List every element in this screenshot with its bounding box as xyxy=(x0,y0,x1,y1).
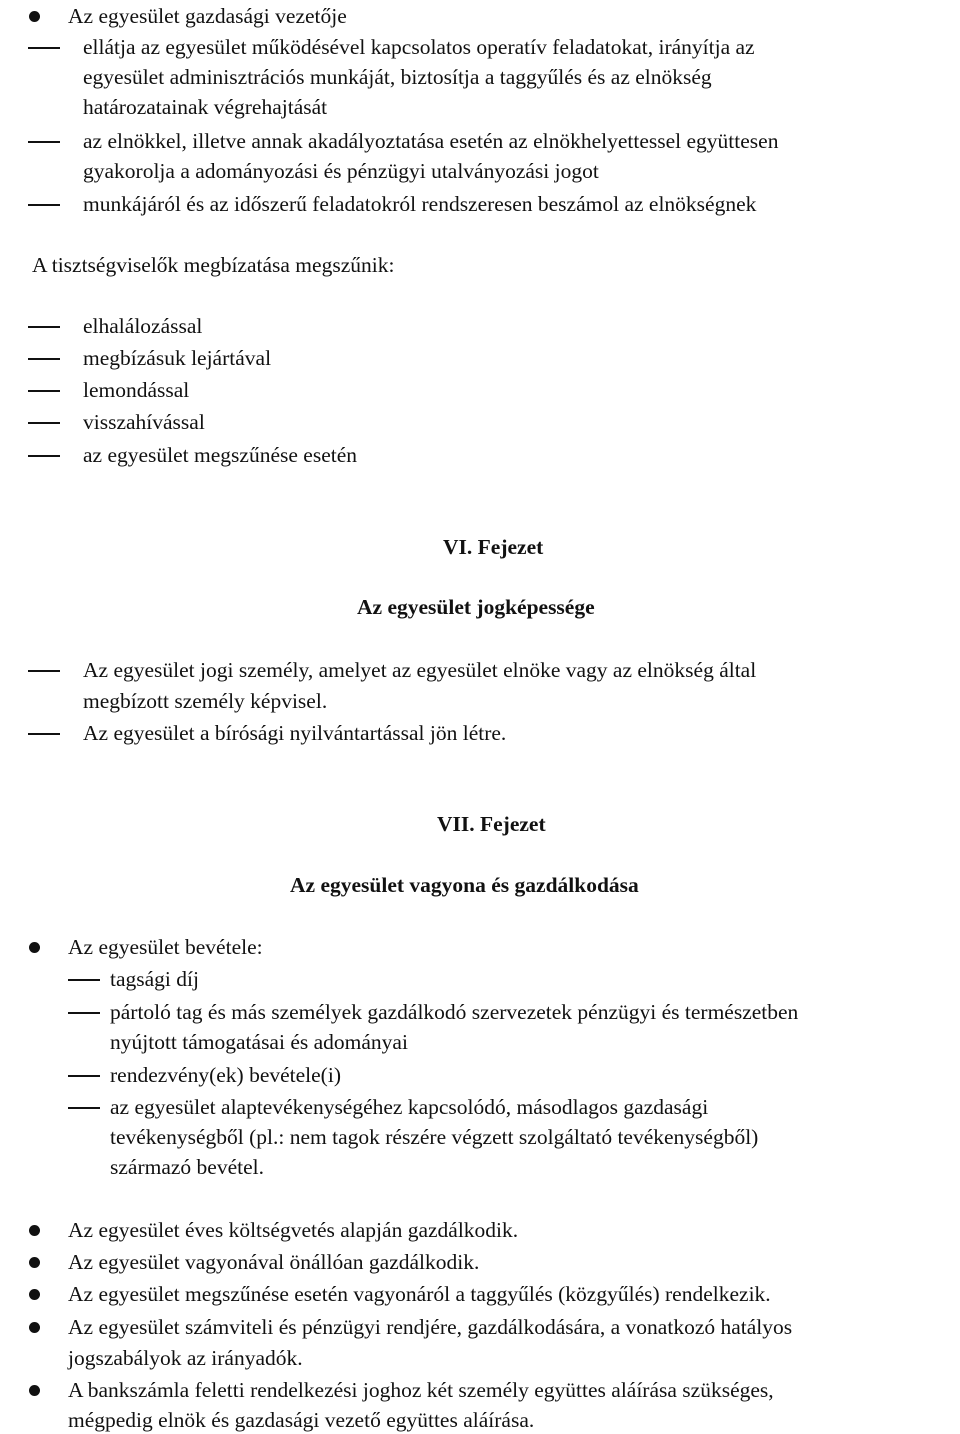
list-item-line: ellátja az egyesület működésével kapcsolatos operatív feladatokat, irányítja az xyxy=(83,35,755,59)
bullet-item-line: mégpedig elnök és gazdasági vezető együttes aláírása. xyxy=(68,1408,535,1432)
list-item-line: az egyesület alaptevékenységéhez kapcsolódó, másodlagos gazdasági xyxy=(110,1095,709,1119)
list-item-line: gyakorolja a adományozási és pénzügyi utalványozási jogot xyxy=(83,159,599,183)
list-item-line: tagsági díj xyxy=(110,967,199,991)
bullet-item-line: Az egyesület éves költségvetés alapján gazdálkodik. xyxy=(68,1218,519,1242)
dash-icon xyxy=(68,979,100,981)
list-item: megbízásuk lejártával xyxy=(83,346,272,370)
bevetel-heading: Az egyesület bevétele: xyxy=(68,935,263,959)
list-item-line: nyújtott támogatásai és adományai xyxy=(110,1030,408,1054)
bullet-item-line: Az egyesület megszűnése esetén vagyonáról a taggyűlés (közgyűlés) rendelkezik. xyxy=(68,1282,771,1306)
dash-icon xyxy=(28,733,60,735)
bullet-icon xyxy=(29,1257,40,1268)
bullet-item-line: Az egyesület vagyonával önállóan gazdálkodik. xyxy=(68,1250,480,1274)
chapter-number: VII. Fejezet xyxy=(437,812,546,836)
list-item-line: egyesület adminisztrációs munkáját, biztosítja a taggyűlés és az elnökség xyxy=(83,65,712,89)
bullet-item-line: jogszabályok az irányadók. xyxy=(68,1346,303,1370)
dash-icon xyxy=(28,670,60,672)
bullet-item-line: A bankszámla feletti rendelkezési joghoz két személy együttes aláírása szükséges, xyxy=(68,1378,774,1402)
list-item-line: megbízott személy képvisel. xyxy=(83,689,328,713)
dash-icon xyxy=(28,141,60,143)
list-item-line: pártoló tag és más személyek gazdálkodó szervezetek pénzügyi és természetben xyxy=(110,1000,799,1024)
list-item-line: határozatainak végrehajtását xyxy=(83,95,328,119)
bullet-icon xyxy=(29,1225,40,1236)
list-item: lemondással xyxy=(83,378,190,402)
list-item: az egyesület megszűnése esetén xyxy=(83,443,357,467)
chapter-number: VI. Fejezet xyxy=(443,535,544,559)
bullet-icon xyxy=(29,1322,40,1333)
dash-icon xyxy=(68,1107,100,1109)
list-item-line: Az egyesület jogi személy, amelyet az egyesület elnöke vagy az elnökség által xyxy=(83,658,757,682)
list-item: elhalálozással xyxy=(83,314,203,338)
list-item-line: Az egyesület a bírósági nyilvántartással jön létre. xyxy=(83,721,507,745)
dash-icon xyxy=(68,1075,100,1077)
dash-icon xyxy=(28,358,60,360)
list-item: visszahívással xyxy=(83,410,205,434)
dash-icon xyxy=(28,455,60,457)
list-item-line: rendezvény(ek) bevétele(i) xyxy=(110,1063,341,1087)
section-heading-gazdasagi-vezeto: Az egyesület gazdasági vezetője xyxy=(68,4,347,28)
list-item-line: munkájáról és az időszerű feladatokról rendszeresen beszámol az elnökségnek xyxy=(83,192,757,216)
megbizatas-intro: A tisztségviselők megbízatása megszűnik: xyxy=(32,253,395,277)
bullet-icon xyxy=(29,11,40,22)
chapter-title: Az egyesület jogképessége xyxy=(357,595,595,619)
chapter-title: Az egyesület vagyona és gazdálkodása xyxy=(290,873,639,897)
dash-icon xyxy=(28,422,60,424)
bullet-item-line: Az egyesület számviteli és pénzügyi rendjére, gazdálkodására, a vonatkozó hatályos xyxy=(68,1315,793,1339)
bullet-icon xyxy=(29,942,40,953)
bullet-icon xyxy=(29,1385,40,1396)
dash-icon xyxy=(28,326,60,328)
dash-icon xyxy=(28,204,60,206)
list-item-line: az elnökkel, illetve annak akadályoztatása esetén az elnökhelyettessel együttesen xyxy=(83,129,779,153)
dash-icon xyxy=(68,1012,100,1014)
dash-icon xyxy=(28,390,60,392)
list-item-line: tevékenységből (pl.: nem tagok részére végzett szolgáltató tevékenységből) xyxy=(110,1125,759,1149)
list-item-line: származó bevétel. xyxy=(110,1155,264,1179)
dash-icon xyxy=(28,47,60,49)
bullet-icon xyxy=(29,1289,40,1300)
